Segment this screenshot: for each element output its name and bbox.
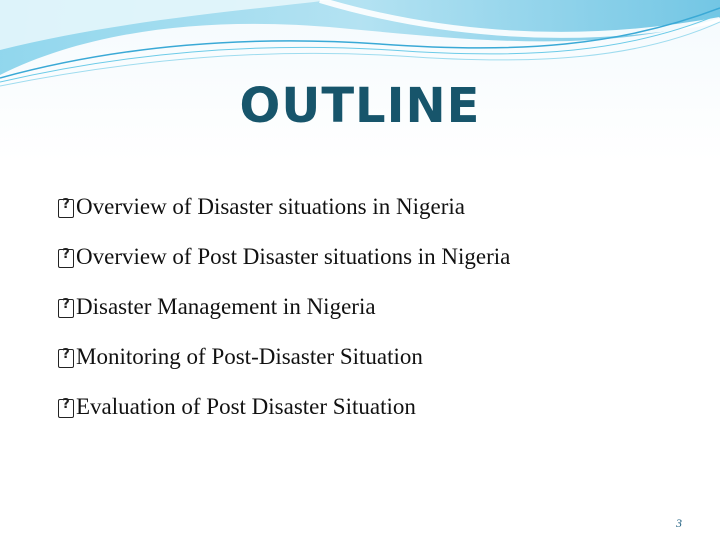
list-item <box>58 344 510 394</box>
list-item-text: Disaster Management in Nigeria <box>76 294 376 319</box>
outline-list <box>58 194 510 444</box>
list-item-text: Overview of Disaster situations in Nigeria <box>76 194 465 219</box>
page-number: 3 <box>676 516 682 530</box>
replacement-character-icon <box>58 299 74 318</box>
replacement-character-icon <box>58 399 74 418</box>
list-item-text: Monitoring of Post-Disaster Situation <box>76 344 423 369</box>
slide-title: OUTLINE <box>239 78 481 134</box>
replacement-character-icon <box>58 199 74 218</box>
list-item <box>58 244 510 294</box>
replacement-character-icon <box>58 249 74 268</box>
list-item-text: Evaluation of Post Disaster Situation <box>76 394 416 419</box>
list-item <box>58 394 510 444</box>
list-item <box>58 194 510 244</box>
list-item-text: Overview of Post Disaster situations in Nigeria <box>76 244 511 269</box>
replacement-character-icon <box>58 349 74 368</box>
list-item <box>58 294 510 344</box>
